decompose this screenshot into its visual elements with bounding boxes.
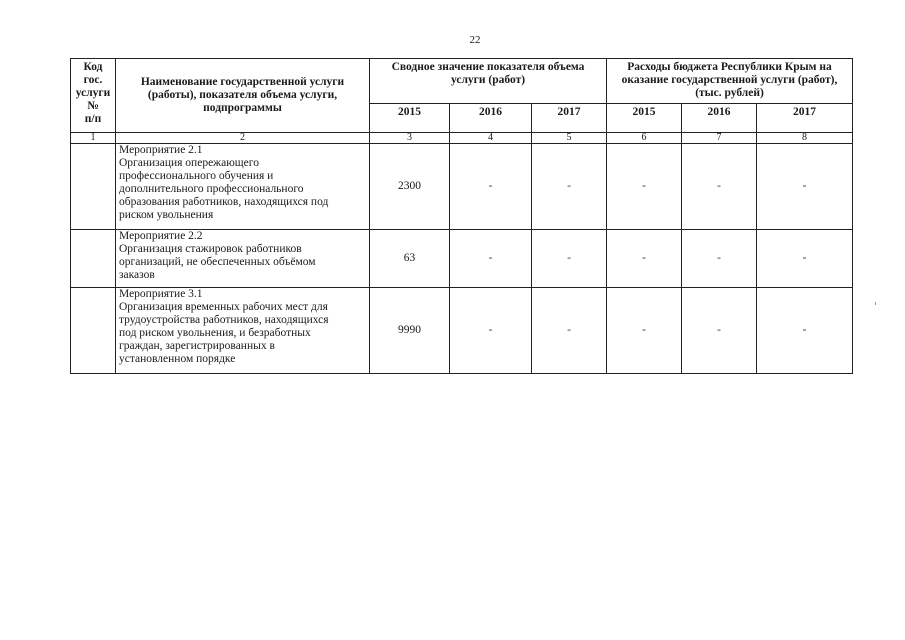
header-year: 2015 [370,104,450,133]
header-volume-group: Сводное значение показателя объема услуги (работ) [370,59,607,104]
column-number: 8 [757,133,853,144]
value-cell: - [450,230,532,288]
header-year: 2017 [757,104,853,133]
header-year: 2017 [532,104,607,133]
value-cell: - [757,230,853,288]
value-cell: - [682,230,757,288]
table-row [71,230,853,288]
code-cell [71,230,116,288]
header-code-line: № [87,100,99,112]
name-line: заказов [119,269,155,281]
value-cell: - [532,144,607,230]
column-number: 1 [71,133,116,144]
value-cell: 2300 [370,144,450,230]
scan-mark [875,302,876,305]
name-line: дополнительного профессионального [119,183,304,195]
table-row [71,288,853,374]
column-number: 6 [607,133,682,144]
header-code-line: п/п [84,113,102,125]
value-cell: 9990 [370,288,450,374]
name-cell [116,230,370,288]
header-year: 2016 [450,104,532,133]
value-cell: - [450,144,532,230]
value-cell: - [607,230,682,288]
name-cell [116,288,370,374]
value-cell: - [757,144,853,230]
header-code-line: Код [83,61,103,73]
column-number: 4 [450,133,532,144]
header-code-line: услуги [75,87,111,99]
header-budget-group: Расходы бюджета Республики Крым на оказание государственной услуги (работ), (тыс. рублей) [607,59,853,104]
value-cell: - [682,144,757,230]
name-line: граждан, зарегистрированных в [119,340,275,352]
header-year: 2016 [682,104,757,133]
value-cell: - [757,288,853,374]
value-cell: - [607,288,682,374]
value-cell: - [607,144,682,230]
value-cell: - [682,288,757,374]
table-row [71,144,853,230]
value-cell: - [532,288,607,374]
name-line: установленном порядке [119,353,236,365]
column-number: 2 [116,133,370,144]
name-line: трудоустройства работников, находящихся [119,314,329,326]
name-line: организаций, не обеспеченных объёмом [119,256,316,268]
header-name: Наименование государственной услуги (работы), показателя объема услуги, подпрограммы [116,59,370,133]
name-line: образования работников, находящихся под [119,196,329,208]
name-line: риском увольнения [119,209,214,221]
value-cell: 63 [370,230,450,288]
code-cell [71,144,116,230]
name-line: Организация стажировок работников [119,243,302,255]
name-line: Организация опережающего [119,157,259,169]
column-number-row [71,133,853,144]
value-cell: - [450,288,532,374]
name-line: Мероприятие 2.2 [119,230,203,242]
column-number: 3 [370,133,450,144]
name-line: под риском увольнения, и безработных [119,327,311,339]
column-number: 5 [532,133,607,144]
header-year: 2015 [607,104,682,133]
name-cell [116,144,370,230]
name-line: Организация временных рабочих мест для [119,301,328,313]
value-cell: - [532,230,607,288]
header-code-line: гос. [83,74,103,86]
service-table [70,58,853,374]
name-line: профессионального обучения и [119,170,274,182]
header-code [71,59,116,133]
column-number: 7 [682,133,757,144]
header-row-1 [71,59,853,104]
page-number: 22 [469,34,481,46]
code-cell [71,288,116,374]
name-line: Мероприятие 3.1 [119,288,203,300]
name-line: Мероприятие 2.1 [119,144,203,156]
